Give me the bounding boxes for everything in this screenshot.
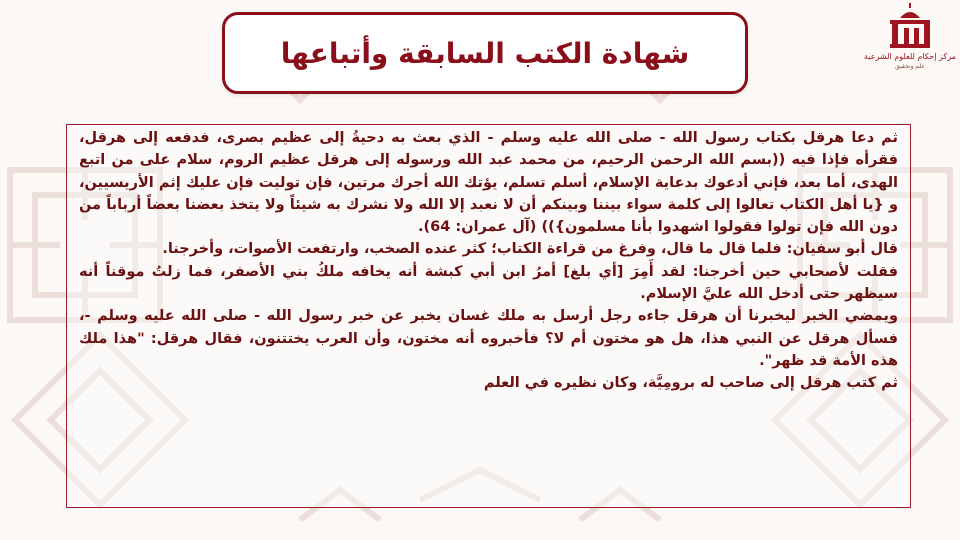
- paragraph-companions: فقلت لأصحابي حين أخرجنا: لقد أَمِرَ [أي بلغ] أمرُ ابن أبي كبشة أنه يخافه ملكُ بني الأصفر، فما زلتُ موقناً أنه سيظهر حتى أدخل الله عليَّ الإسلام.: [79, 263, 898, 303]
- content-text-box: [66, 124, 911, 508]
- paragraph-abu-sufyan: قال أبو سفيان: فلما قال ما قال، وفرغ من قراءة الكتاب؛ كثر عنده الصخب، وارتفعت الأصوات، وأخرجنا.: [162, 241, 898, 258]
- logo-subtitle: مركز إحكام للعلوم الشرعية: [864, 52, 956, 61]
- slide-title-frame: [222, 12, 748, 94]
- brand-logo: [862, 2, 958, 74]
- logo-tagline: علم وتحقيق: [895, 63, 925, 70]
- dome-icon: [886, 2, 934, 50]
- paragraph-letter: ثم دعا هرقل بكتاب رسول الله - صلى الله عليه وسلم - الذي بعث به دحيةُ إلى عظيم بصرى، فدفعه إلى هرقل، فقرأه فإذا فيه ((بسم الله الرحمن الرحيم، من محمد عبد الله ورسوله إلى هرقل عظيم الروم، سلام على من اتبع الهدى، أما بعد، فإني أدعوك بدعاية الإسلام، أسلم تسلم، يؤتك الله أجرك مرتين، فإن توليت فإن عليك إثم الأريسيين، و {يا أهل الكتاب تعالوا إلى كلمة سواء بيننا وبينكم أن لا نعبد إلا الله ولا نشرك به شيئاً ولا يتخذ بعضنا بعضاً أرباباً من دون الله فإن تولوا فقولوا اشهدوا بأنا مسلمون})) (آل عمران: 64).: [79, 130, 898, 236]
- slide-title: شهادة الكتب السابقة وأتباعها: [280, 36, 690, 70]
- paragraph-ghassan-report: ويمضي الخبر ليخبرنا أن هرقل جاءه رجل أرسل به ملك غسان يخبر عن خبر رسول الله - صلى الله عليه وسلم -، فسأل هرقل عن النبي هذا، هل هو مختون أم لا؟ فأخبروه أنه مختون، وأن العرب يختتنون، فقال هرقل: "هذا ملك هذه الأمة قد ظهر".: [79, 308, 898, 369]
- paragraph-rome-letter: ثم كتب هرقل إلى صاحب له برومِيَّة، وكان نظيره في العلم: [483, 375, 898, 392]
